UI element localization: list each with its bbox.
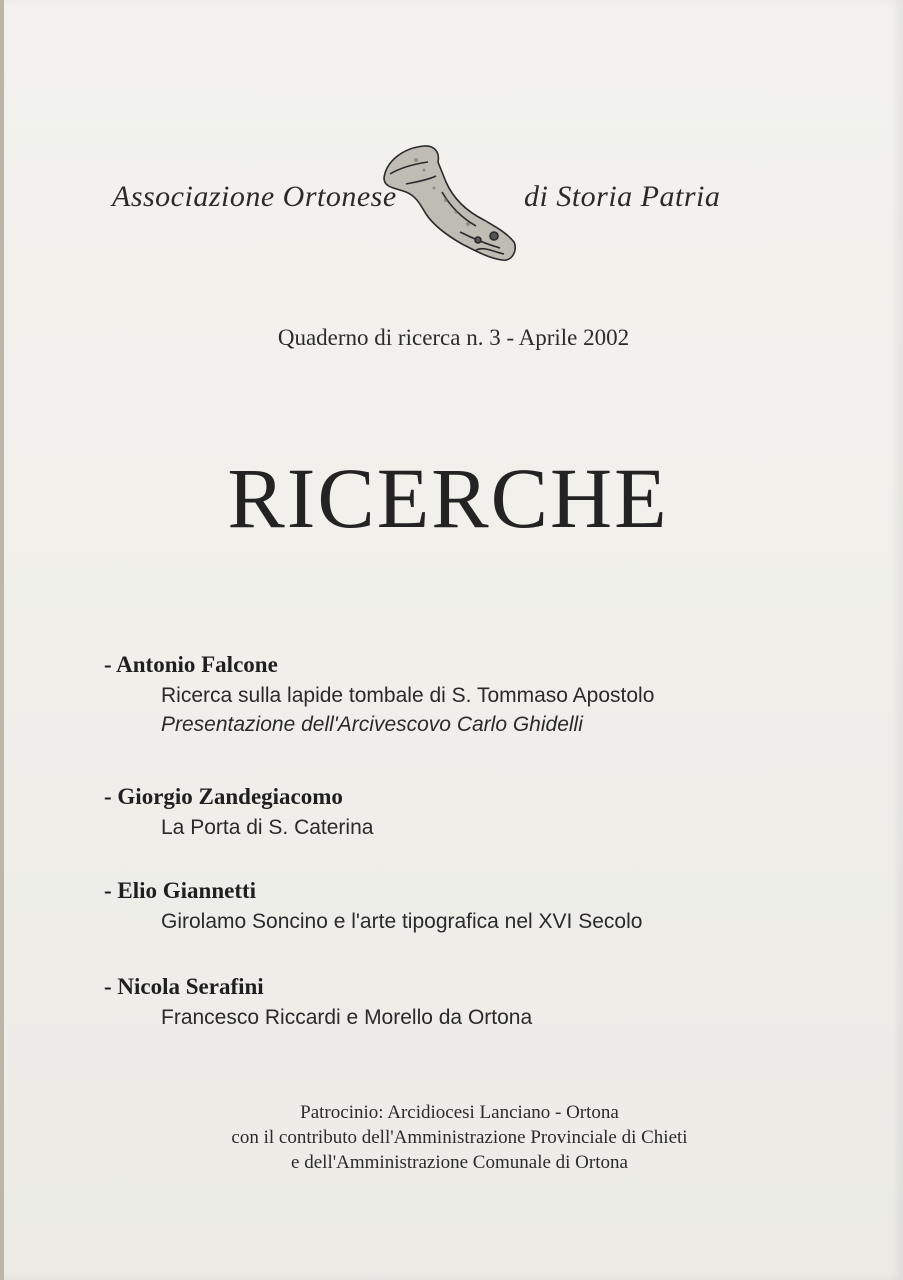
entry-note: Presentazione dell'Arcivescovo Carlo Ghidelli [161, 713, 583, 736]
patronage-line: e dell'Amministrazione Comunale di Ortona [291, 1152, 628, 1173]
patronage-line: Patrocinio: Arcidiocesi Lanciano - Ortona [300, 1102, 619, 1123]
toc-entry [104, 974, 864, 1030]
patronage-line: con il contributo dell'Amministrazione Provinciale di Chieti [231, 1127, 688, 1148]
entry-title: Francesco Riccardi e Morello da Ortona [161, 1006, 533, 1029]
entry-title: La Porta di S. Caterina [161, 816, 374, 839]
entry-title: Ricerca sulla lapide tombale di S. Tommaso Apostolo [161, 684, 655, 707]
entry-title: Girolamo Soncino e l'arte tipografica nel XVI Secolo [161, 910, 643, 933]
issue-subtitle: Quaderno di ricerca n. 3 - Aprile 2002 [277, 325, 630, 350]
entry-author: - Antonio Falcone [104, 652, 278, 677]
entry-author: - Giorgio Zandegiacomo [104, 784, 343, 809]
booklet-cover [4, 0, 903, 1280]
association-name-left: Associazione Ortonese [112, 180, 397, 213]
patronage-credits [4, 1100, 903, 1175]
entry-author: - Nicola Serafini [104, 974, 264, 999]
entry-author: - Elio Giannetti [104, 878, 257, 903]
reliquary-emblem-icon [376, 140, 526, 270]
toc-entry [104, 784, 864, 840]
toc-entry [104, 652, 864, 737]
association-name-right: di Storia Patria [524, 180, 721, 213]
toc-entry [104, 878, 864, 934]
page-title: RICERCHE [227, 450, 669, 546]
